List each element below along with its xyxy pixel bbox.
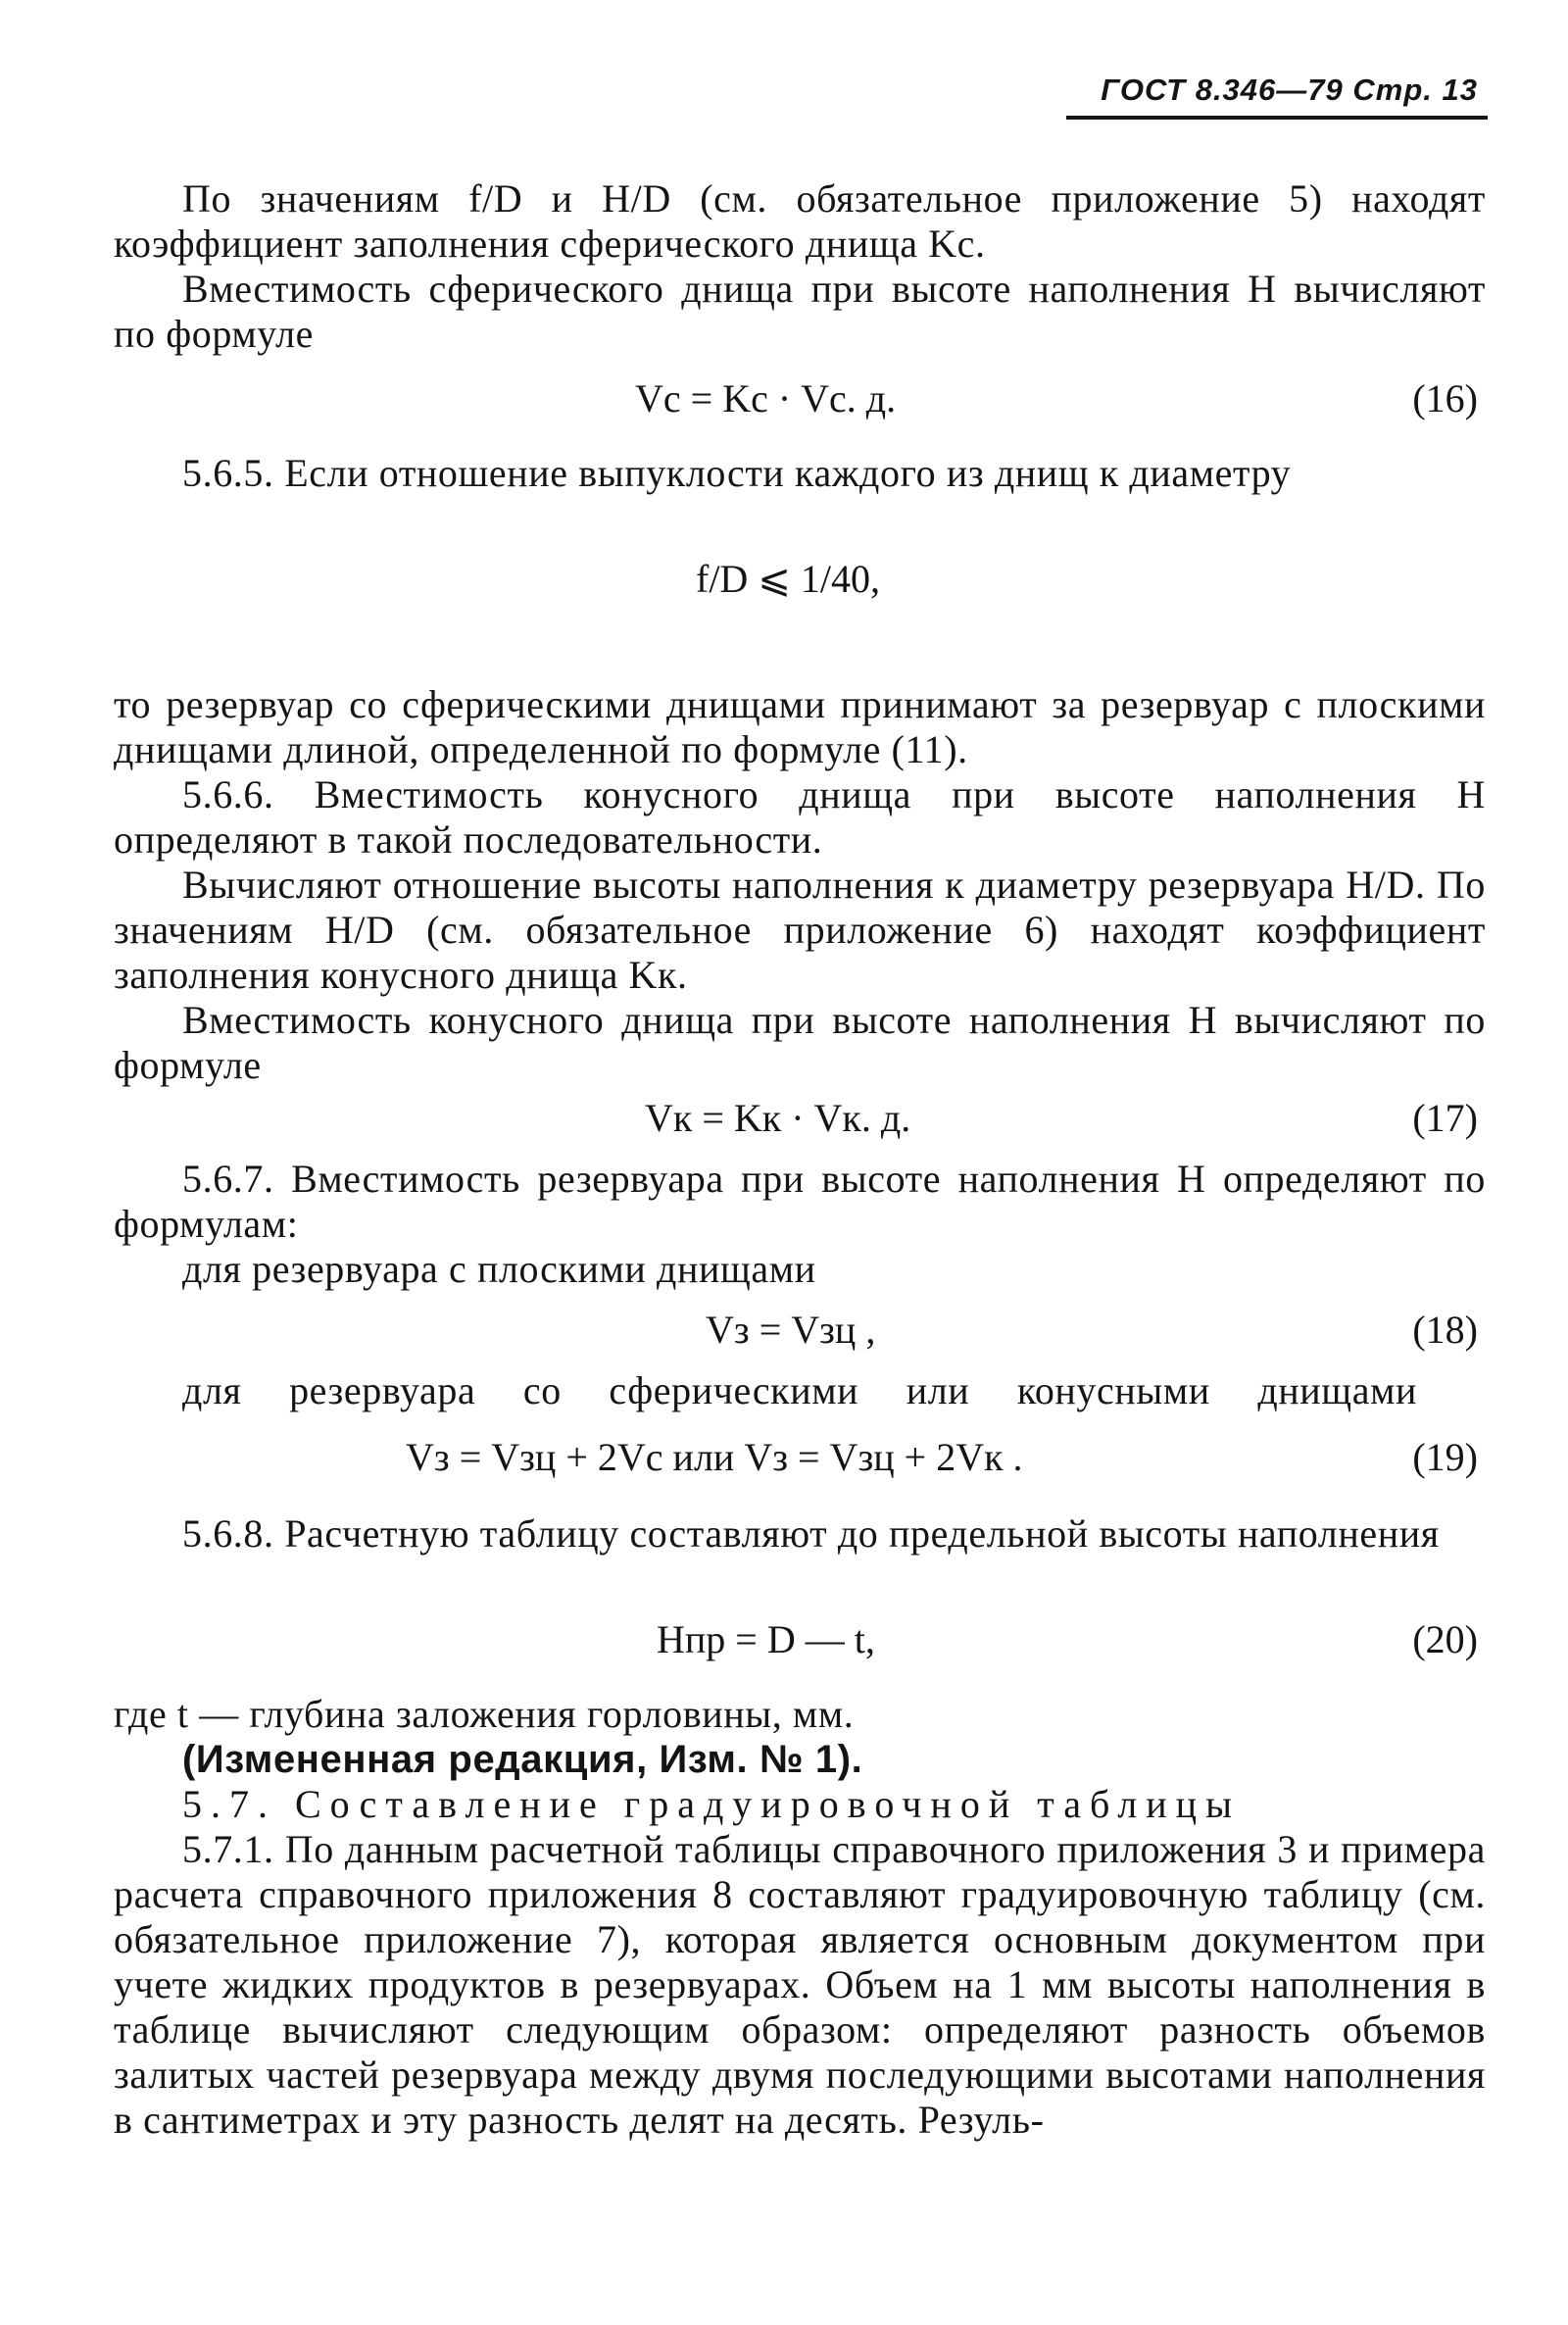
paragraph: Вместимость конусного днища при высоте наполнения H вычисляют по формуле bbox=[114, 998, 1486, 1087]
formula-19: Vз = Vзц + 2Vс или Vз = Vзц + 2Vк . bbox=[406, 1435, 1023, 1479]
equation-number: (16) bbox=[1412, 376, 1478, 420]
doc-id: ГОСТ 8.346—79 bbox=[1101, 73, 1344, 107]
paragraph: 5.6.6. Вместимость конусного днища при высоте наполнения H определяют в такой последовательности. bbox=[114, 772, 1486, 862]
formula-20: Hпр = D — t, bbox=[657, 1617, 875, 1661]
paragraph: По значениям f/D и H/D (см. обязательное приложение 5) находят коэффициент заполнения сферического днища Kс. bbox=[114, 176, 1486, 266]
paragraph: для резервуара со сферическими или конусными днищами bbox=[182, 1368, 1417, 1412]
equation-number: (17) bbox=[1412, 1096, 1478, 1140]
paragraph: для резервуара с плоскими днищами bbox=[182, 1247, 816, 1291]
page-label: Стр. 13 bbox=[1352, 73, 1478, 107]
amendment-note: (Измененная редакция, Изм. № 1). bbox=[182, 1738, 863, 1781]
equation-number: (20) bbox=[1412, 1617, 1478, 1661]
paragraph: 5.6.5. Если отношение выпуклости каждого из днищ к диаметру bbox=[182, 451, 1292, 495]
paragraph: 5.7.1. По данным расчетной таблицы справочного приложения 3 и примера расчета справочного приложения 8 составляют градуировочную таблицу (см. обязательное приложение 7), которая является основным документом при учете жидких продуктов в резервуарах. Объем на 1 мм высоты наполнения в таблице вычисляют следующим образом: определяют разность объемов залитых частей резервуара между двумя последующими высотами наполнения в сантиметрах и эту разность делят на десять. Резуль- bbox=[114, 1827, 1486, 2142]
formula-18: Vз = Vзц , bbox=[706, 1308, 876, 1352]
paragraph: 5.6.8. Расчетную таблицу составляют до предельной высоты наполнения bbox=[182, 1511, 1440, 1556]
paragraph: Вычисляют отношение высоты наполнения к диаметру резервуара H/D. По значениям H/D (см. обязательное приложение 6) находят коэффициент заполнения конусного днища Kк. bbox=[114, 863, 1486, 997]
header-rule bbox=[1066, 116, 1488, 120]
paragraph: Вместимость сферического днища при высоте наполнения H вычисляют по формуле bbox=[114, 267, 1486, 356]
formula-17: Vк = Kк · Vк. д. bbox=[645, 1096, 911, 1140]
equation-number: (19) bbox=[1412, 1435, 1478, 1479]
section-heading: 5.7. Составление градуировочной таблицы bbox=[182, 1782, 1241, 1826]
paragraph: где t — глубина заложения горловины, мм. bbox=[114, 1692, 855, 1736]
page-header bbox=[1101, 73, 1478, 108]
formula-16: Vс = Kс · Vс. д. bbox=[635, 376, 897, 420]
paragraph: то резервуар со сферическими днищами принимают за резервуар с плоскими днищами длиной, определенной по формуле (11). bbox=[114, 682, 1486, 771]
paragraph: 5.6.7. Вместимость резервуара при высоте наполнения H определяют по формулам: bbox=[114, 1157, 1486, 1246]
equation-number: (18) bbox=[1412, 1308, 1478, 1352]
inequality-formula: f/D ⩽ 1/40, bbox=[696, 557, 880, 601]
